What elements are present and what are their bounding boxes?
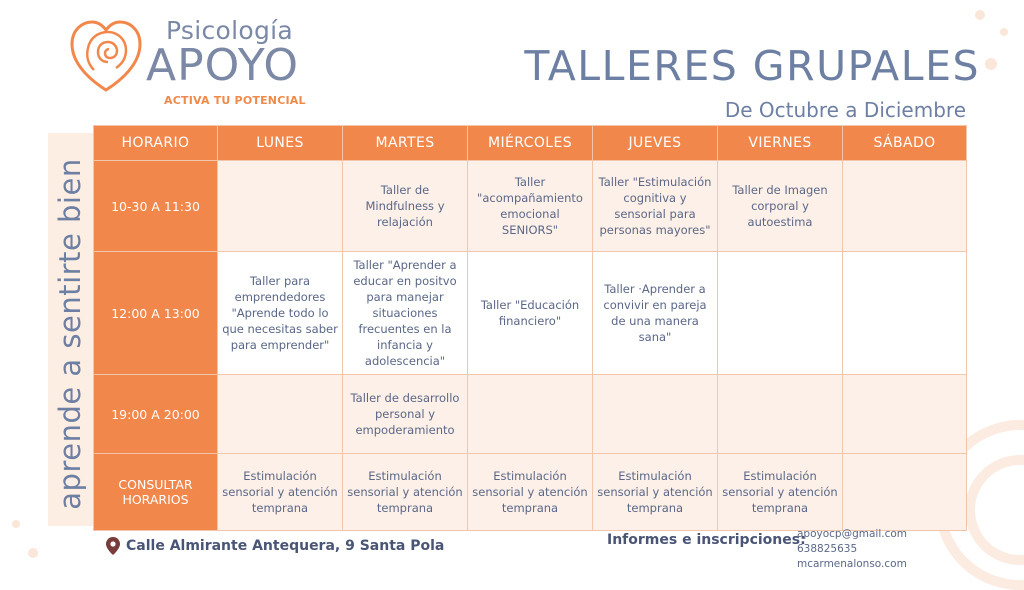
header-sabado: SÁBADO (843, 126, 967, 161)
schedule-table (93, 125, 967, 531)
schedule-cell-martes: Taller "Aprender a educar en positvo para manejar situaciones frecuentes en la infancia y adolescencia" (343, 252, 468, 375)
decorative-dot (1000, 28, 1008, 36)
schedule-cell-jueves: Taller "Estimulación cognitiva y sensorial para personas mayores" (593, 161, 718, 252)
schedule-cell-viernes (718, 375, 843, 454)
schedule-cell-miercoles: Taller "Educación financiero" (468, 252, 593, 375)
schedule-row (94, 161, 967, 252)
schedule-cell-viernes: Estimulación sensorial y atención temprana (718, 454, 843, 531)
schedule-cell-lunes: Estimulación sensorial y atención temprana (218, 454, 343, 531)
page-subtitle: De Octubre a Diciembre (724, 98, 966, 122)
contact-phone[interactable]: 638825635 (797, 543, 858, 555)
schedule-cell-miercoles (468, 375, 593, 454)
logo-text-apoyo: APOYO (146, 40, 299, 91)
decorative-dot (28, 548, 38, 558)
schedule-cell-miercoles: Taller "acompañamiento emocional SENIORS" (468, 161, 593, 252)
schedule-cell-martes: Taller de Mindfulness y relajación (343, 161, 468, 252)
schedule-cell-lunes (218, 375, 343, 454)
schedule-cell-jueves: Estimulación sensorial y atención temprana (593, 454, 718, 531)
schedule-cell-lunes (218, 161, 343, 252)
schedule-cell-martes: Estimulación sensorial y atención temprana (343, 454, 468, 531)
info-label: Informes e inscripciones: (607, 532, 806, 548)
contact-website[interactable]: mcarmenalonso.com (797, 558, 907, 570)
schedule-cell-sabado (843, 161, 967, 252)
header-viernes: VIERNES (718, 126, 843, 161)
brand-logo (64, 12, 314, 107)
address-text: Calle Almirante Antequera, 9 Santa Pola (126, 538, 445, 554)
decorative-dot (12, 520, 20, 528)
decorative-dot (975, 10, 985, 20)
page-title: TALLERES GRUPALES (524, 42, 980, 90)
location-pin-icon (106, 537, 120, 555)
schedule-cell-sabado (843, 375, 967, 454)
schedule-cell-miercoles: Estimulación sensorial y atención temprana (468, 454, 593, 531)
time-slot: 12:00 A 13:00 (94, 252, 218, 375)
header-horario: HORARIO (94, 126, 218, 161)
header-martes: MARTES (343, 126, 468, 161)
vertical-slogan: aprende a sentirte bien (53, 158, 87, 510)
logo-tagline: ACTIVA TU POTENCIAL (164, 94, 306, 107)
header-lunes: LUNES (218, 126, 343, 161)
schedule-cell-sabado (843, 252, 967, 375)
schedule-cell-viernes: Taller de Imagen corporal y autoestima (718, 161, 843, 252)
logo-text-psicologia: Psicología (166, 16, 294, 45)
brain-spiral-logo-icon (64, 14, 148, 98)
schedule-row (94, 454, 967, 531)
schedule-row (94, 252, 967, 375)
schedule-cell-jueves: Taller ·Aprender a convivir en pareja de una manera sana" (593, 252, 718, 375)
schedule-cell-jueves (593, 375, 718, 454)
schedule-cell-martes: Taller de desarrollo personal y empoderamiento (343, 375, 468, 454)
decorative-dot (985, 58, 997, 70)
schedule-cell-sabado (843, 454, 967, 531)
time-slot: CONSULTAR HORARIOS (94, 454, 218, 531)
header-jueves: JUEVES (593, 126, 718, 161)
schedule-cell-viernes (718, 252, 843, 375)
time-slot: 10-30 A 11:30 (94, 161, 218, 252)
time-slot: 19:00 A 20:00 (94, 375, 218, 454)
schedule-header-row (94, 126, 967, 161)
header-miercoles: MIÉRCOLES (468, 126, 593, 161)
schedule-row (94, 375, 967, 454)
contact-email[interactable]: apoyocp@gmail.com (797, 528, 908, 540)
schedule-cell-lunes: Taller para emprendedores "Aprende todo lo que necesitas saber para emprender" (218, 252, 343, 375)
